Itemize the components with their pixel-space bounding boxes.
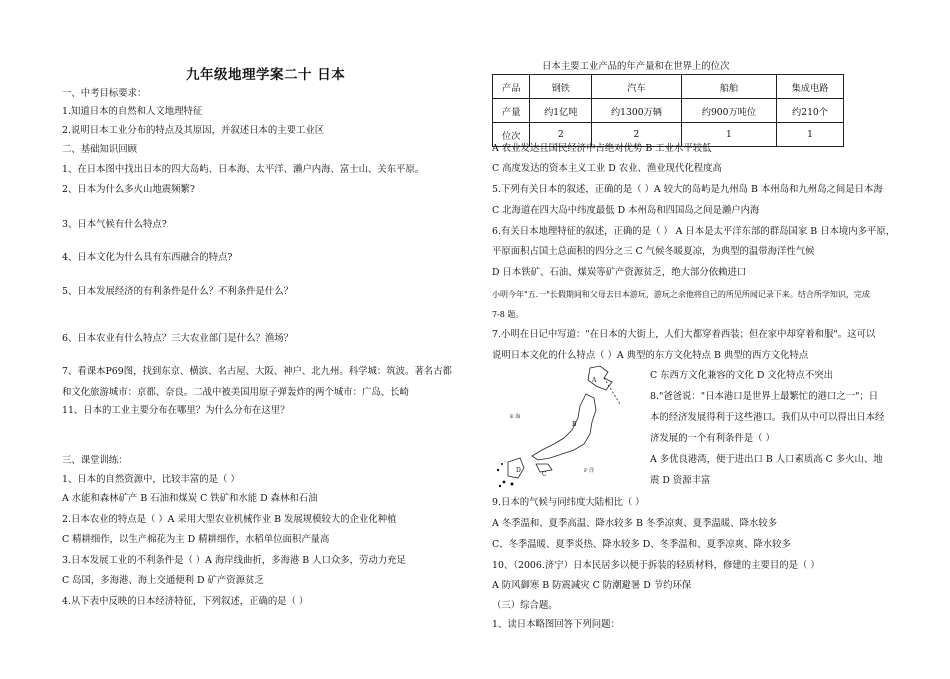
option-line: C 岛国，多海港、海上交通便利 D 矿产资源贫乏 — [62, 575, 264, 586]
question-line: 4.从下表中反映的日本经济特征，下列叙述，正确的是（ ） — [62, 596, 309, 607]
option-line: A 农业发达且国民经济中占绝对优势 B 工业水平较低 — [492, 143, 712, 154]
table-cell: 约1亿吨 — [530, 99, 592, 123]
question-line: 3.日本发展工业的不利条件是（ ）A 海岸线曲折，多海港 B 人口众多，劳动力充足 — [62, 555, 406, 566]
question-line: 8."爸爸说："日本港口是世界上最繁忙的港口之一"；日 — [650, 391, 879, 402]
page-title: 九年级地理学案二十 日本 — [186, 67, 346, 83]
honshu-outline — [532, 394, 596, 460]
question-line: 6、日本农业有什么特点？三大农业部门是什么？渔场？ — [62, 333, 293, 344]
table-cell: 1 — [776, 123, 843, 147]
option-line: A 多优良港湾，便于进出口 B 人口素质高 C 多火山、地 — [650, 454, 883, 465]
map-label-ocean: F 洋 — [584, 468, 595, 474]
question-line: 3、日本气候有什么特点? — [62, 219, 167, 230]
production-table — [492, 74, 844, 147]
table-cell: 2 — [592, 123, 682, 147]
section-heading: （三）综合题。 — [492, 600, 558, 611]
text-line: 2.说明日本工业分布的特点及其原因，并叙述日本的主要工业区 — [62, 125, 325, 136]
table-cell: 位次 — [493, 123, 530, 147]
question-line: 5.下列有关日本的叙述，正确的是（ ）A 较大的岛屿是九州岛 B 本州岛和九州岛之间是日本海 — [492, 184, 883, 195]
question-line: 本的经济发展得利于这些港口。我们从中可以得出日本经 — [650, 412, 885, 423]
table-cell: 集成电路 — [776, 75, 843, 99]
section-heading: 一、中考目标要求： — [62, 88, 147, 99]
question-line: 济发展的一个有利条件是（ ） — [650, 433, 775, 444]
map-label-sea: E 海 — [510, 414, 521, 420]
question-line: 2、日本为什么多火山地震频繁? — [62, 184, 195, 195]
question-line: 5、日本发展经济的有利条件是什么？不利条件是什么？ — [62, 286, 293, 297]
question-line: 1、读日本略图回答下列问题： — [492, 619, 620, 630]
table-title: 日本主要工业产品的年产量和在世界上的位次 — [542, 61, 730, 72]
option-line: C 北海道在四大岛中纬度最低 D 本州岛和四国岛之间是濑户内海 — [492, 205, 760, 216]
note-line: 7-8 题。 — [492, 310, 524, 319]
table-cell: 汽车 — [592, 75, 682, 99]
option-line: 说明日本文化的什么特点（ ）A 典型的东方文化特点 B 典型的西方文化特点 — [492, 350, 809, 361]
map-label-d: D — [516, 467, 521, 474]
option-line: 平原面积占国土总面积的四分之三 C 气候冬暖夏凉，为典型的温带海洋性气候 — [492, 246, 815, 257]
option-line: C 高度发达的资本主义工业 D 农业、渔业现代化程度高 — [492, 163, 722, 174]
japan-map — [492, 364, 644, 490]
option-line: 震 D 资源丰富 — [650, 475, 711, 486]
question-line: 4、日本文化为什么具有东西融合的特点? — [62, 252, 233, 263]
table-cell: 钢铁 — [530, 75, 592, 99]
question-line: 11、日本的工业主要分布在哪里？为什么分布在这里？ — [62, 405, 290, 416]
table-header-row — [493, 75, 844, 99]
option-line: C 东西方文化兼容的文化 D 文化特点不突出 — [650, 370, 834, 381]
table-cell: 约210个 — [776, 99, 843, 123]
map-label-b: B — [572, 421, 577, 428]
map-label-a: A — [592, 377, 597, 384]
section-heading: 三、课堂训练： — [62, 455, 128, 466]
option-line: A 水能和森林矿产 B 石油和煤炭 C 铁矿和水能 D 森林和石油 — [62, 493, 318, 504]
table-cell: 产量 — [493, 99, 530, 123]
table-cell: 船舶 — [681, 75, 776, 99]
text-line: 1、在日本图中找出日本的四大岛屿、日本海、太平洋、濑户内海、富士山、关东平原。 — [62, 164, 425, 175]
question-line: 6.有关日本地理特征的叙述，正确的是（ ） A 日本是太平洋东部的群岛国家 B 日本境内多平原， — [492, 226, 896, 237]
option-line: A 防风御寒 B 防震减灾 C 防潮避暑 D 节约环保 — [492, 580, 692, 591]
question-line: 2.日本农业的特点是（ ）A 采用大型农业机械作业 B 发展规模较大的企业化种植 — [62, 514, 397, 525]
question-line: 9.日本的气候与同纬度大陆相比（ ） — [492, 497, 645, 508]
option-line: D 日本铁矿、石油、煤炭等矿产资源贫乏，绝大部分依赖进口 — [492, 267, 747, 278]
option-line: C、冬季温暖、夏季炎热、降水较多 D、冬季温和、夏季凉爽、降水较多 — [492, 539, 791, 550]
question-line: 7.小明在日记中写道："在日本的大街上，人们大都穿着西装；但在家中却穿着和服"。这可以 — [492, 329, 876, 340]
option-line: C 精耕细作，以生产棉花为主 D 精耕细作，水稻单位面积产量高 — [62, 534, 330, 545]
table-row — [493, 99, 844, 123]
table-cell: 1 — [681, 123, 776, 147]
question-line: 和文化旅游城市：京都、奈良。二战中被美国用原子弹轰炸的两个城市：广岛、长崎 — [62, 387, 409, 398]
table-cell: 约900万吨位 — [681, 99, 776, 123]
map-label-c: C — [542, 471, 547, 478]
option-line: A 冬季温和、夏季高温、降水较多 B 冬季凉爽、夏季温暖、降水较多 — [492, 518, 778, 529]
table-cell: 2 — [530, 123, 592, 147]
text-line: 1.知道日本的自然和人文地理特征 — [62, 106, 203, 117]
section-heading: 二、基础知识回顾 — [62, 144, 138, 155]
question-line: 1、日本的自然资源中，比较丰富的是（ ） — [62, 474, 240, 485]
table-cell: 约1300万辆 — [592, 99, 682, 123]
question-line: 10、（2006.济宁）日本民居多以便于拆装的轻质材料，修建的主要目的是（ ） — [492, 560, 820, 571]
question-line: 7、看课本P69图，找到东京、横滨、名古屋、大阪、神户、北九州。科学城：筑波。著名古都 — [62, 366, 452, 377]
table-cell: 产品 — [493, 75, 530, 99]
note-line: 小明今年"五.一"长假期间和父母去日本游玩，游玩之余他将自己的所见所闻记录下来。结合所学知识，完成 — [492, 290, 870, 299]
